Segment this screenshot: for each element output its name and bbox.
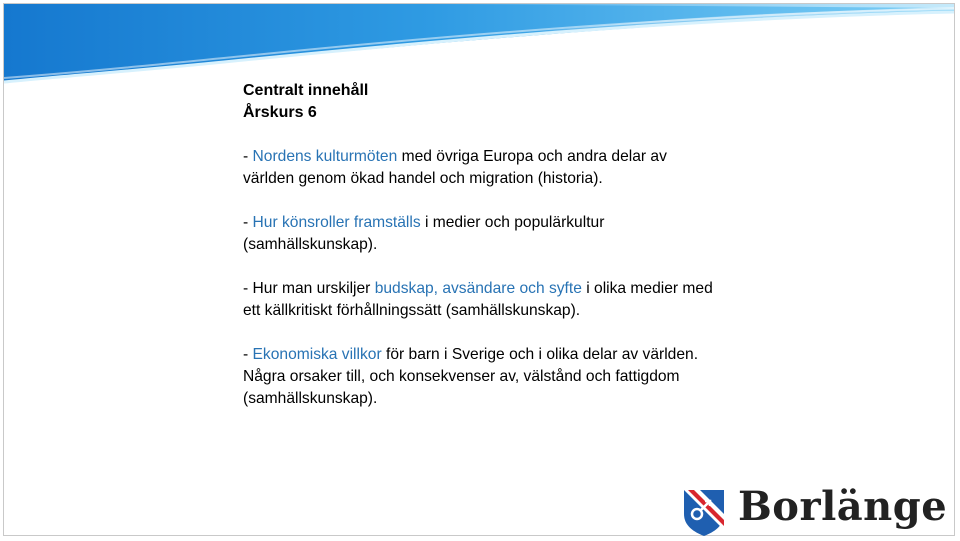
heading-title: Centralt innehåll [243,82,369,99]
borlange-logo-text: Borlänge [738,483,948,530]
item-highlight: budskap, avsändare och syfte [374,280,582,297]
header-banner [4,4,954,86]
content-item-economics-extra: Några orsaker till, och konsekvenser av, välstånd och fattigdom (samhällskunskap). [243,368,680,407]
content-item-gender-roles [243,212,713,256]
item-text: i medier och populärkultur (samhällskunskap). [243,214,605,253]
content-item-economics [243,344,713,366]
item-text: i olika medier med ett källkritiskt förhållningssätt (samhällskunskap). [243,280,713,319]
item-text: med övriga Europa och andra delar av världen genom ökad handel och migration (historia). [243,148,667,187]
content-area [243,80,713,410]
item-prefix: - [243,148,253,165]
item-prefix: - [243,214,253,231]
item-prefix: - Hur man urskiljer [243,280,375,297]
content-item-history [243,146,713,190]
item-prefix: - [243,346,253,363]
item-highlight: Hur könsroller framställs [252,214,421,231]
item-text: för barn i Sverige och i olika delar av världen. [381,346,699,363]
item-highlight: Nordens kulturmöten [252,148,398,165]
content-item-media [243,278,713,322]
heading-subtitle: Årskurs 6 [243,104,317,121]
item-highlight: Ekonomiska villkor [252,346,382,363]
